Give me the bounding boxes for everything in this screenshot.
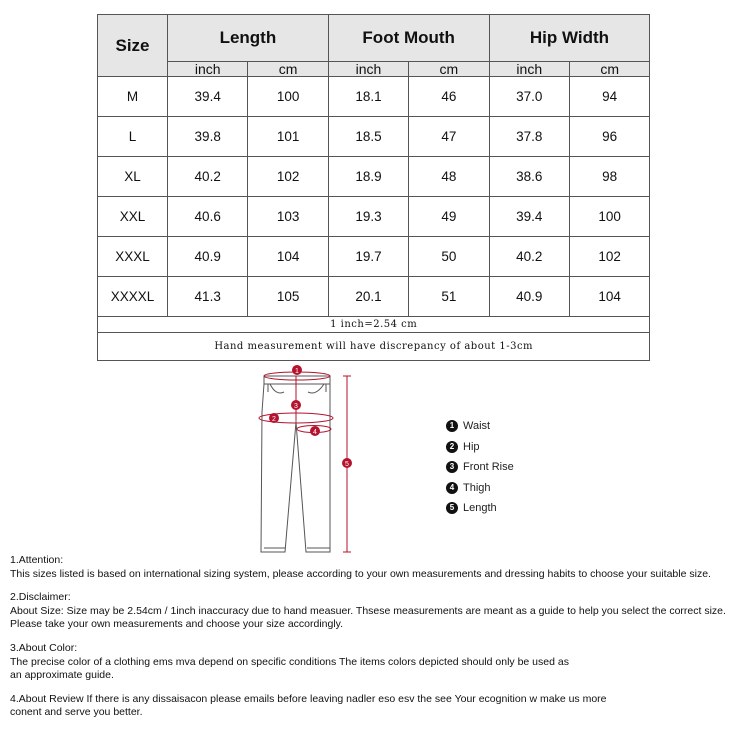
header-foot-mouth: Foot Mouth — [328, 15, 489, 62]
note-attention — [10, 554, 748, 581]
svg-text:1: 1 — [295, 367, 299, 375]
marker-4 — [310, 426, 320, 436]
value-cell: 40.9 — [489, 277, 569, 317]
note-text: The precise color of a clothing ems mva depend on specific conditions The items colors depicted should only be used as — [10, 655, 569, 668]
value-cell: 40.2 — [168, 157, 248, 197]
note-text: Please take your own measurements and choose your size accordingly. — [10, 618, 344, 631]
value-cell: 49 — [409, 197, 489, 237]
size-cell: XXL — [98, 197, 168, 237]
table-row — [98, 277, 650, 317]
table-header-row — [98, 15, 650, 62]
value-cell: 47 — [409, 117, 489, 157]
marker-3 — [291, 400, 301, 410]
unit-cell: inch — [168, 62, 248, 77]
value-cell: 48 — [409, 157, 489, 197]
value-cell: 46 — [409, 77, 489, 117]
table-row — [98, 77, 650, 117]
size-cell: XXXL — [98, 237, 168, 277]
measurement-legend — [446, 416, 514, 519]
value-cell: 101 — [248, 117, 328, 157]
table-row — [98, 157, 650, 197]
notes-section — [10, 554, 748, 730]
note-about-review — [10, 693, 748, 720]
value-cell: 100 — [569, 197, 649, 237]
value-cell: 37.8 — [489, 117, 569, 157]
unit-cell: cm — [248, 62, 328, 77]
table-row — [98, 197, 650, 237]
marker-2 — [269, 413, 279, 423]
note-about-color — [10, 642, 748, 683]
svg-text:5: 5 — [345, 460, 349, 468]
marker-5 — [342, 458, 352, 468]
size-cell: XXXXL — [98, 277, 168, 317]
note-text: conent and serve you better. — [10, 706, 143, 719]
legend-number: 3 — [446, 461, 458, 473]
value-cell: 18.5 — [328, 117, 408, 157]
value-cell: 39.8 — [168, 117, 248, 157]
note-text: an approximate guide. — [10, 669, 114, 682]
unit-row — [98, 62, 650, 77]
legend-item-waist — [446, 416, 514, 437]
discrepancy-note-row — [98, 333, 650, 361]
value-cell: 39.4 — [168, 77, 248, 117]
value-cell: 96 — [569, 117, 649, 157]
legend-label: Front Rise — [463, 461, 514, 474]
conversion-note: 1 inch=2.54 cm — [98, 317, 650, 333]
size-cell: M — [98, 77, 168, 117]
value-cell: 104 — [248, 237, 328, 277]
conversion-note-row — [98, 317, 650, 333]
value-cell: 37.0 — [489, 77, 569, 117]
value-cell: 20.1 — [328, 277, 408, 317]
size-cell: L — [98, 117, 168, 157]
header-length: Length — [168, 15, 329, 62]
value-cell: 103 — [248, 197, 328, 237]
legend-label: Hip — [463, 440, 480, 453]
svg-text:3: 3 — [294, 402, 298, 410]
legend-number: 4 — [446, 482, 458, 494]
unit-cell: inch — [489, 62, 569, 77]
value-cell: 50 — [409, 237, 489, 277]
note-disclaimer — [10, 591, 748, 632]
header-hip-width: Hip Width — [489, 15, 650, 62]
legend-number: 2 — [446, 441, 458, 453]
value-cell: 41.3 — [168, 277, 248, 317]
table-row — [98, 117, 650, 157]
value-cell: 39.4 — [489, 197, 569, 237]
legend-number: 1 — [446, 420, 458, 432]
legend-label: Thigh — [463, 481, 491, 494]
note-heading: 3.About Color: — [10, 641, 78, 654]
value-cell: 100 — [248, 77, 328, 117]
table-row — [98, 237, 650, 277]
value-cell: 40.9 — [168, 237, 248, 277]
marker-1 — [292, 365, 302, 375]
value-cell: 40.6 — [168, 197, 248, 237]
value-cell: 40.2 — [489, 237, 569, 277]
value-cell: 38.6 — [489, 157, 569, 197]
legend-label: Waist — [463, 420, 491, 433]
svg-text:2: 2 — [272, 415, 276, 423]
value-cell: 18.1 — [328, 77, 408, 117]
note-text: This sizes listed is based on international sizing system, please according to your own measurements and dressing habits to choose your suitable size. — [10, 567, 711, 580]
value-cell: 94 — [569, 77, 649, 117]
value-cell: 105 — [248, 277, 328, 317]
unit-cell: cm — [409, 62, 489, 77]
size-cell: XL — [98, 157, 168, 197]
unit-cell: cm — [569, 62, 649, 77]
legend-number: 5 — [446, 502, 458, 514]
discrepancy-note: Hand measurement will have discrepancy of about 1-3cm — [98, 333, 650, 361]
unit-cell: inch — [328, 62, 408, 77]
legend-label: Length — [463, 502, 497, 515]
size-chart-table — [97, 14, 650, 361]
value-cell: 98 — [569, 157, 649, 197]
note-heading: 1.Attention: — [10, 554, 64, 566]
value-cell: 104 — [569, 277, 649, 317]
value-cell: 18.9 — [328, 157, 408, 197]
value-cell: 51 — [409, 277, 489, 317]
value-cell: 19.3 — [328, 197, 408, 237]
value-cell: 19.7 — [328, 237, 408, 277]
pants-measurement-diagram — [250, 362, 365, 557]
legend-item-length — [446, 498, 514, 519]
note-text: 4.About Review If there is any dissaisacon please emails before leaving nadler eso esv the see Your ecognition w make us more — [10, 692, 607, 705]
note-text: About Size: Size may be 2.54cm / 1inch inaccuracy due to hand measuer. Thsese measurements are meant as a guide to help you select the correct size. — [10, 604, 726, 617]
legend-item-hip — [446, 437, 514, 458]
svg-text:4: 4 — [313, 428, 317, 436]
value-cell: 102 — [569, 237, 649, 277]
legend-item-thigh — [446, 478, 514, 499]
value-cell: 102 — [248, 157, 328, 197]
note-heading: 2.Disclaimer: — [10, 591, 71, 604]
legend-item-front-rise — [446, 457, 514, 478]
header-size: Size — [98, 15, 168, 77]
